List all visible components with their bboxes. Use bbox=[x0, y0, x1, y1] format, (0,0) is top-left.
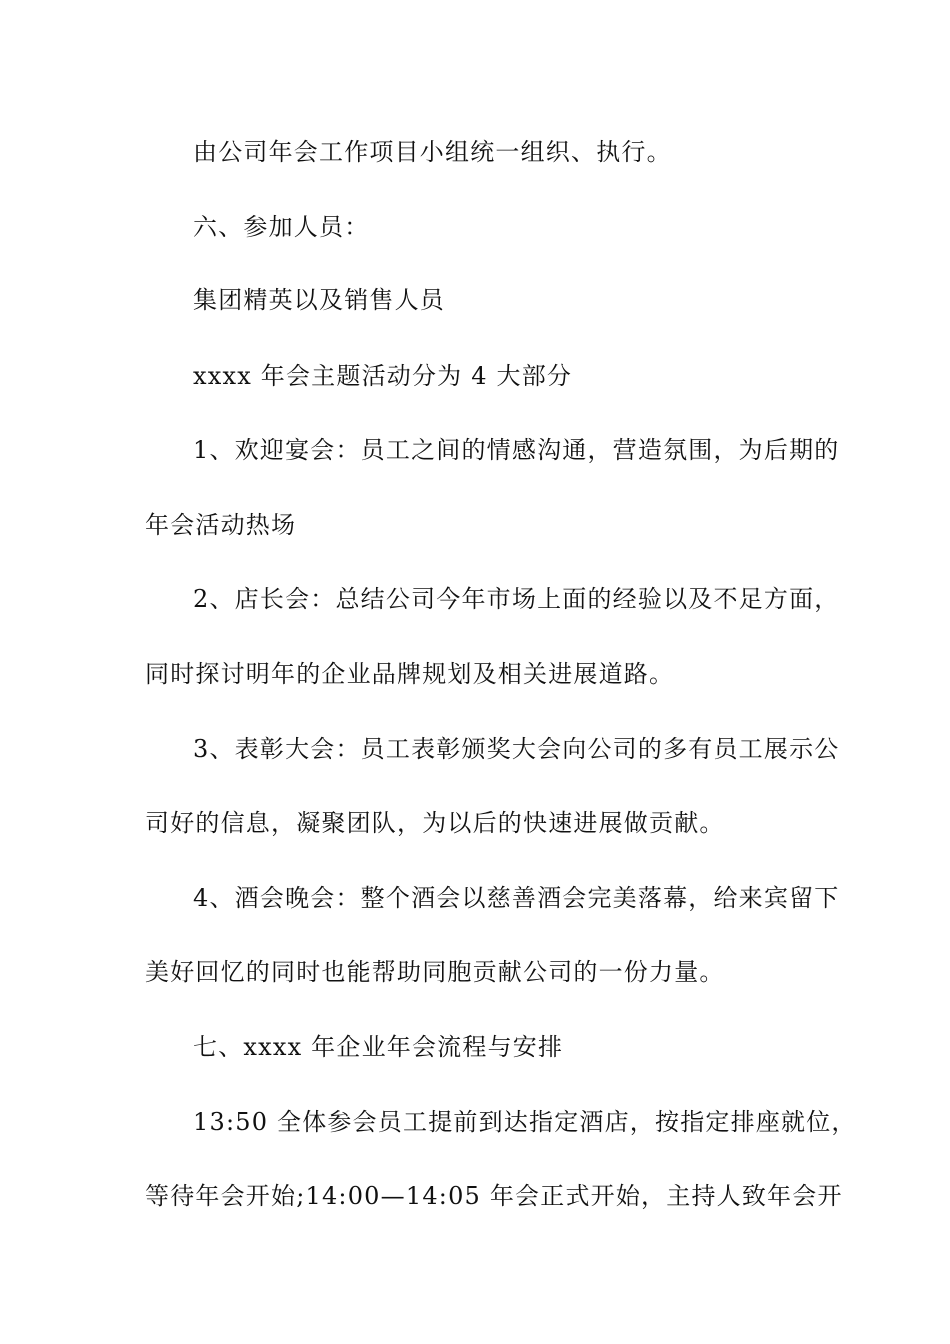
section-heading: 六、参加人员： bbox=[193, 213, 370, 241]
list-item-continuation: 年会活动热场 bbox=[145, 511, 297, 539]
list-item-continuation: 美好回忆的同时也能帮助同胞贡献公司的一份力量。 bbox=[145, 958, 725, 986]
list-item-line: 1、欢迎宴会：员工之间的情感沟通，营造氛围，为后期的 bbox=[193, 436, 840, 464]
section-heading: 七、xxxx 年企业年会流程与安排 bbox=[193, 1033, 564, 1061]
paragraph-line: xxxx 年会主题活动分为 4 大部分 bbox=[193, 362, 573, 390]
paragraph-line: 由公司年会工作项目小组统一组织、执行。 bbox=[193, 138, 672, 166]
list-item-continuation: 司好的信息，凝聚团队，为以后的快速进展做贡献。 bbox=[145, 809, 725, 837]
list-item-line: 4、酒会晚会：整个酒会以慈善酒会完美落幕，给来宾留下 bbox=[193, 884, 840, 912]
paragraph-line: 集团精英以及销售人员 bbox=[193, 286, 445, 314]
list-item-line: 3、表彰大会：员工表彰颁奖大会向公司的多有员工展示公 bbox=[193, 735, 840, 763]
paragraph-continuation: 等待年会开始;14:00—14:05 年会正式开始，主持人致年会开 bbox=[145, 1182, 843, 1210]
list-item-line: 2、店长会：总结公司今年市场上面的经验以及不足方面， bbox=[193, 585, 840, 613]
list-item-continuation: 同时探讨明年的企业品牌规划及相关进展道路。 bbox=[145, 660, 675, 688]
paragraph-line: 13:50 全体参会员工提前到达指定酒店，按指定排座就位， bbox=[193, 1108, 857, 1136]
